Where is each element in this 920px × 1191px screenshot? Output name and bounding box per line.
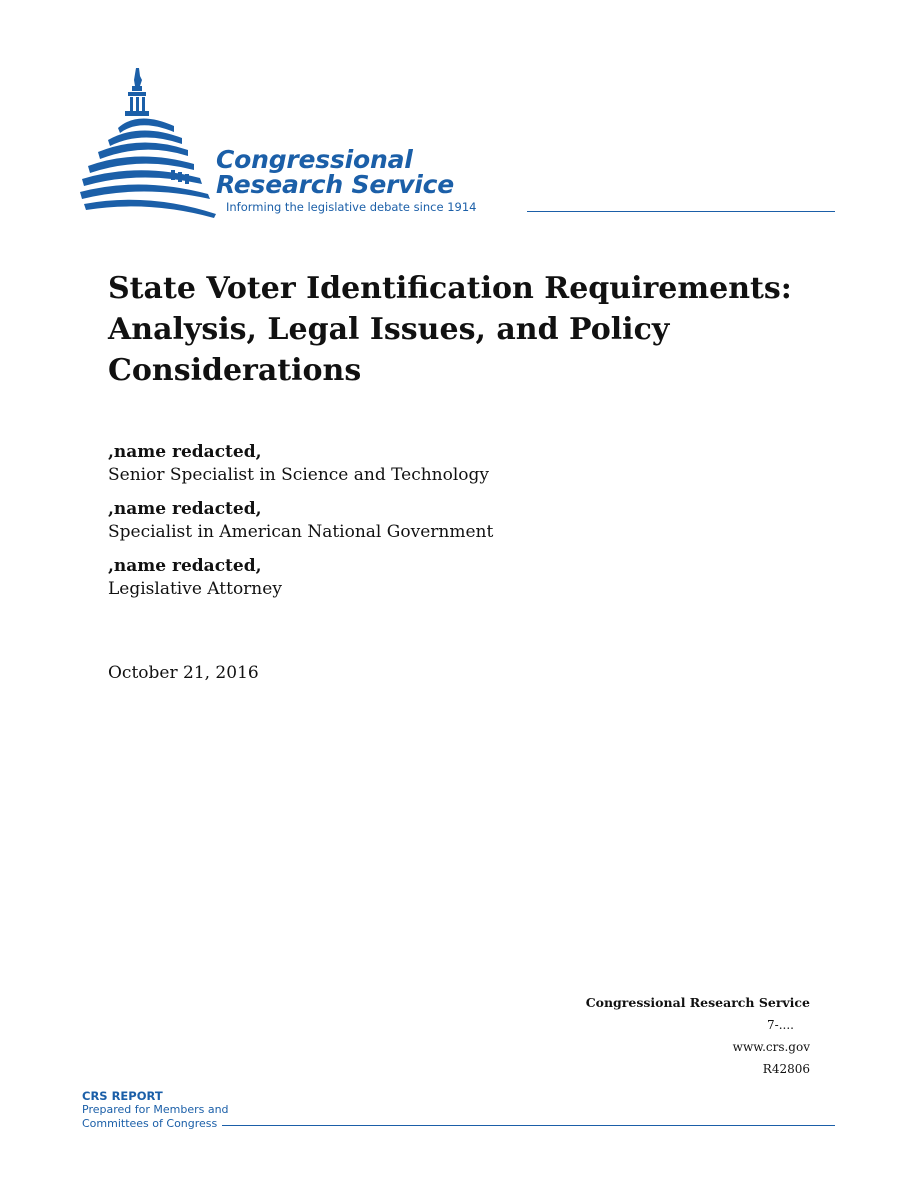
logo-tagline: Informing the legislative debate since 1914 <box>226 200 477 214</box>
header-divider <box>527 211 835 212</box>
crs-name: Congressional Research Service <box>585 995 810 1010</box>
author-role: Legislative Attorney <box>108 579 282 599</box>
crs-capitol-logo-icon <box>78 66 220 218</box>
report-number: R42806 <box>762 1062 810 1076</box>
footer-divider <box>222 1125 835 1126</box>
crs-report-footer <box>82 1089 229 1131</box>
author-role: Senior Specialist in Science and Technology <box>108 465 490 485</box>
author-entry <box>108 441 708 487</box>
report-date: October 21, 2016 <box>108 663 259 683</box>
footer-line2: Prepared for Members and <box>82 1103 229 1116</box>
report-title: State Voter Identification Requirements: Analysis, Legal Issues, and Policy Considerations <box>108 271 792 388</box>
footer-line1: CRS REPORT <box>82 1089 163 1103</box>
author-name: ,name redacted, <box>108 556 262 576</box>
crs-info-block <box>586 992 810 1080</box>
author-entry <box>108 555 708 601</box>
logo-wordmark-line2: Research Service <box>216 170 455 199</box>
author-name: ,name redacted, <box>108 442 262 462</box>
author-name: ,name redacted, <box>108 499 262 519</box>
logo-wordmark-line1: Congressional <box>216 145 413 174</box>
author-role: Specialist in American National Government <box>108 522 494 542</box>
footer-line3: Committees of Congress <box>82 1117 218 1130</box>
crs-website-link[interactable]: www.crs.gov <box>732 1040 810 1054</box>
author-entry <box>108 498 708 544</box>
crs-phone-code: 7-.... <box>767 1018 794 1032</box>
author-list <box>108 441 708 612</box>
